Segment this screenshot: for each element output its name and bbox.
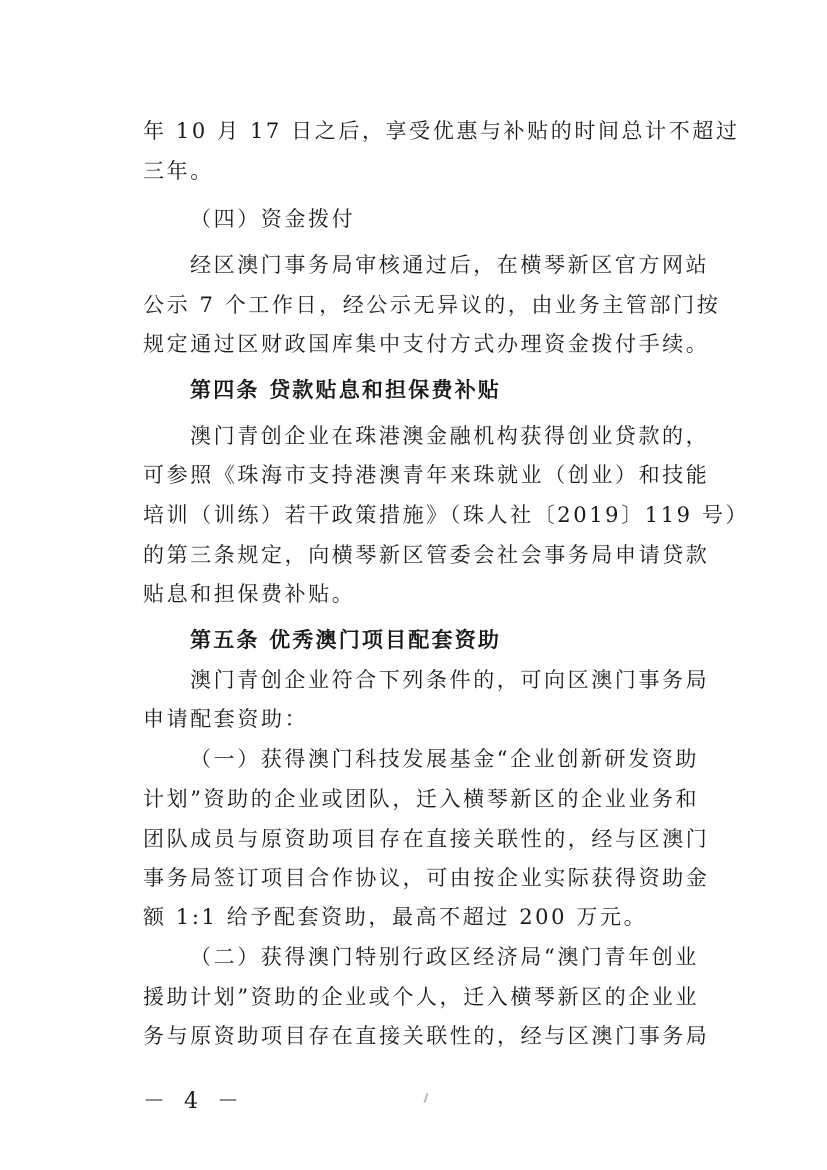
body-text-line: 援助计划”资助的企业或个人，迁入横琴新区的企业业 <box>143 985 700 1009</box>
scan-mark <box>423 1093 428 1103</box>
subsection-heading: （四）资金拨付 <box>190 207 356 231</box>
body-text-line: 事务局签订项目合作协议，可由按企业实际获得资助金 <box>143 866 710 890</box>
body-text-line: （一）获得澳门科技发展基金“企业创新研发资助 <box>190 747 699 771</box>
body-text-line: 额 1:1 给予配套资助，最高不超过 200 万元。 <box>143 905 648 929</box>
body-text-line: 可参照《珠海市支持港澳青年来珠就业（创业）和技能 <box>143 463 710 487</box>
body-text-line: 澳门青创企业符合下列条件的，可向区澳门事务局 <box>190 668 710 692</box>
body-text-line: 团队成员与原资助项目存在直接关联性的，经与区澳门 <box>143 827 710 851</box>
page-number: － 4 － <box>143 1089 245 1114</box>
body-text-line: 经区澳门事务局审核通过后，在横琴新区官方网站 <box>190 253 710 277</box>
body-text-line: 务与原资助项目存在直接关联性的，经与区澳门事务局 <box>143 1024 710 1048</box>
body-text-line: 公示 7 个工作日，经公示无异议的，由业务主管部门按 <box>143 293 721 317</box>
article-heading: 第五条 优秀澳门项目配套资助 <box>190 628 502 652</box>
body-text-line: （二）获得澳门特别行政区经济局“澳门青年创业 <box>190 945 699 969</box>
body-text-line: 的第三条规定，向横琴新区管委会社会事务局申请贷款 <box>143 543 710 567</box>
body-text-line: 申请配套资助： <box>143 707 309 731</box>
body-text-line: 年 10 月 17 日之后，享受优惠与补贴的时间总计不超过 <box>143 119 740 143</box>
article-heading: 第四条 贷款贴息和担保费补贴 <box>190 378 502 402</box>
body-text-line: 贴息和担保费补贴。 <box>143 582 356 606</box>
body-text-line: 三年。 <box>143 159 214 183</box>
body-text-line: 澳门青创企业在珠港澳金融机构获得创业贷款的， <box>190 424 710 448</box>
body-text-line: 培训（训练）若干政策措施》（珠人社〔2019〕119 号） <box>143 503 750 527</box>
body-text-line: 计划”资助的企业或团队，迁入横琴新区的企业业务和 <box>143 787 700 811</box>
body-text-line: 规定通过区财政国库集中支付方式办理资金拨付手续。 <box>143 332 710 356</box>
